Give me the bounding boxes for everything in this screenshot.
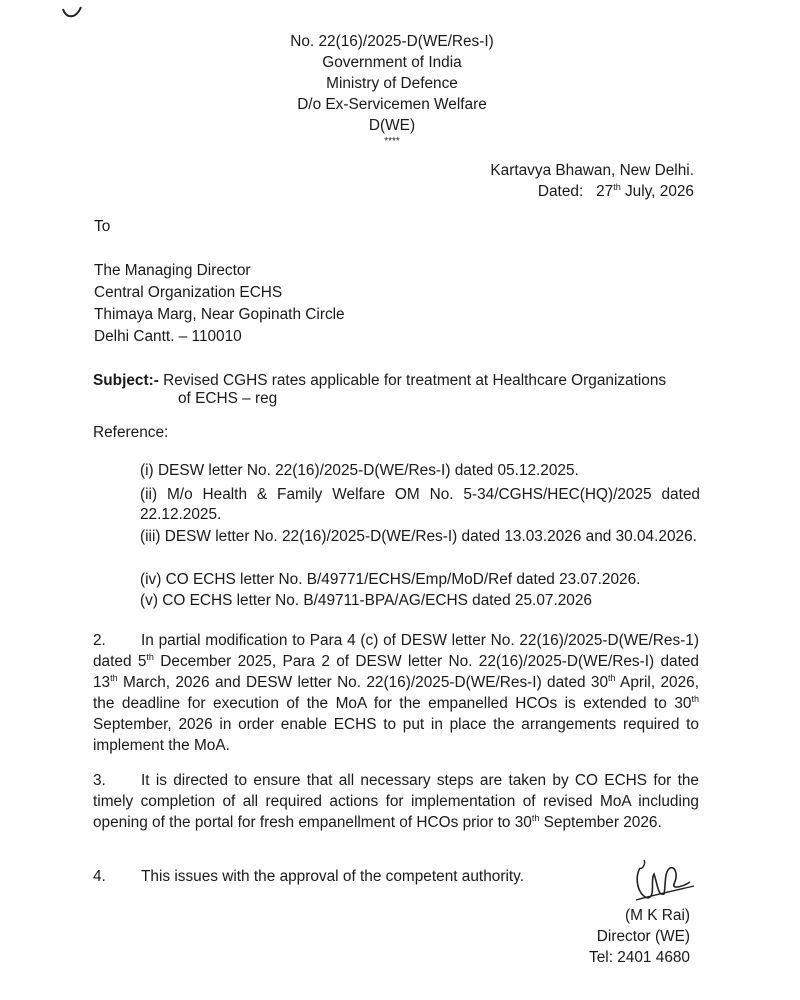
para-number: 4. [93, 868, 106, 885]
reference-item: (i) DESW letter No. 22(16)/2025-D(WE/Res-I) dated 05.12.2025. [140, 462, 579, 479]
subject-line-2: of ECHS – reg [178, 390, 278, 407]
para-number: 3. [93, 772, 106, 789]
location: Kartavya Bhawan, New Delhi. [490, 162, 694, 179]
subject [93, 371, 666, 391]
paragraph-2: 2. In partial modification to Para 4 (c) of DESW letter No. 22(16)/2025-D(WE/Res-1) dated 5th December 2025, Para 2 of DESW letter No. 22(16)/2025-D(WE/Res-I) dated 13th March, 2026 and DESW letter No. 22(16)/2025-D(WE/Res-I) dated 30th April, 2026, the deadline for execution of the MoA for the empanelled HCOs is extended to 30th September, 2026 in order enable ECHS to put in place the arrangements required to implement the MoA. [93, 632, 699, 754]
addressee [94, 260, 345, 348]
letter-header [180, 31, 604, 148]
signatory-designation: Director (WE) [596, 928, 690, 945]
to-label: To [94, 218, 111, 235]
paragraph-3: 3. It is directed to ensure that all necessary steps are taken by CO ECHS for the timely completion of all required actions for implementation of revised MoA including opening of the portal for fresh empanellment of HCOs prior to 30th September 2026. [93, 772, 699, 831]
subject-label: Subject:- [93, 372, 159, 389]
signature [628, 856, 698, 906]
date-line [490, 181, 694, 202]
paragraph-4: 4. This issues with the approval of the competent authority. [93, 868, 524, 885]
reference-label: Reference: [93, 424, 169, 441]
para-number: 2. [93, 632, 106, 649]
date-day: 27 [596, 183, 614, 200]
reference-item: (v) CO ECHS letter No. B/49711-BPA/AG/ECHS dated 25.07.2026 [140, 592, 592, 609]
date-rest: July, 2026 [620, 183, 694, 200]
corner-mark [60, 4, 84, 20]
dated-label: Dated: [537, 183, 584, 200]
date-sup: th [613, 181, 621, 192]
reference-item: (iii) DESW letter No. 22(16)/2025-D(WE/Res-I) dated 13.03.2026 and 30.04.2026. [140, 528, 697, 545]
file-number: No. 22(16)/2025-D(WE/Res-I) [290, 33, 494, 50]
ministry: Ministry of Defence [326, 75, 458, 92]
addressee-line: The Managing Director [94, 262, 251, 279]
government: Government of India [322, 54, 462, 71]
addressee-line: Thimaya Marg, Near Gopinath Circle [94, 306, 345, 323]
reference-item: (iv) CO ECHS letter No. B/49771/ECHS/Emp/MoD/Ref dated 23.07.2026. [140, 571, 641, 588]
signatory-block [589, 905, 690, 968]
addressee-line: Central Organization ECHS [94, 284, 283, 301]
subject-line-1: Revised CGHS rates applicable for treatment at Healthcare Organizations [163, 372, 667, 389]
reference-item: (ii) M/o Health & Family Welfare OM No. 5-34/CGHS/HEC(HQ)/2025 dated 22.12.2025. [140, 486, 700, 523]
addressee-line: Delhi Cantt. – 110010 [94, 328, 242, 345]
signatory-name: (M K Rai) [625, 907, 690, 924]
signatory-tel: Tel: 2401 4680 [589, 949, 690, 966]
section: D(WE) [368, 117, 416, 134]
place-date [490, 160, 694, 202]
department: D/o Ex-Servicemen Welfare [297, 96, 487, 113]
stars: **** [384, 136, 400, 147]
